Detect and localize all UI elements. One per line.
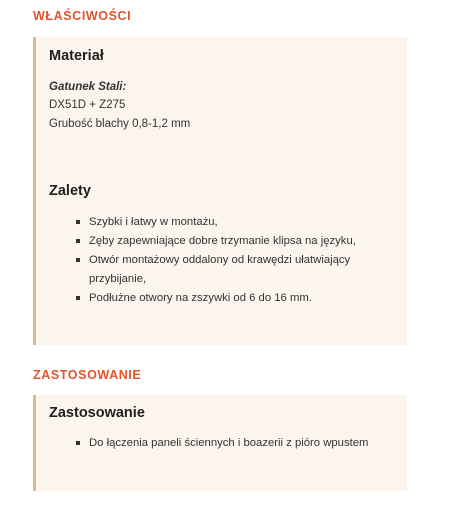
advantages-heading: Zalety xyxy=(49,183,91,199)
bullet-icon xyxy=(76,441,80,445)
bullet-icon xyxy=(76,296,80,300)
usage-list xyxy=(76,434,396,453)
usage-card xyxy=(33,395,407,491)
list-item xyxy=(76,232,396,251)
list-item-text: Szybki i łatwy w montażu, xyxy=(89,216,218,228)
advantages-list xyxy=(76,213,396,308)
list-item-text: Zęby zapewniające dobre trzymanie klipsa na języku, xyxy=(89,235,356,247)
list-item-text: Otwór montażowy oddalony od krawędzi ułatwiający przybijanie, xyxy=(89,254,351,285)
list-item xyxy=(76,213,396,232)
list-item-text: Do łączenia paneli ściennych i boazerii z pióro wpustem xyxy=(89,437,369,449)
steel-grade-label: Gatunek Stali: xyxy=(49,81,127,93)
bullet-icon xyxy=(76,220,80,224)
list-item xyxy=(76,434,396,453)
bullet-icon xyxy=(76,258,80,262)
usage-section-title: ZASTOSOWANIE xyxy=(33,368,142,382)
list-item-text: Podłużne otwory na zszywki od 6 do 16 mm. xyxy=(89,292,312,304)
steel-grade-value: DX51D + Z275 xyxy=(49,99,126,111)
sheet-thickness: Grubość blachy 0,8-1,2 mm xyxy=(49,118,191,130)
properties-card xyxy=(33,37,407,345)
list-item xyxy=(76,251,396,289)
list-item xyxy=(76,289,396,308)
bullet-icon xyxy=(76,239,80,243)
usage-heading: Zastosowanie xyxy=(49,405,145,421)
material-heading: Materiał xyxy=(49,48,104,64)
properties-section-title: WŁAŚCIWOŚCI xyxy=(33,9,132,23)
